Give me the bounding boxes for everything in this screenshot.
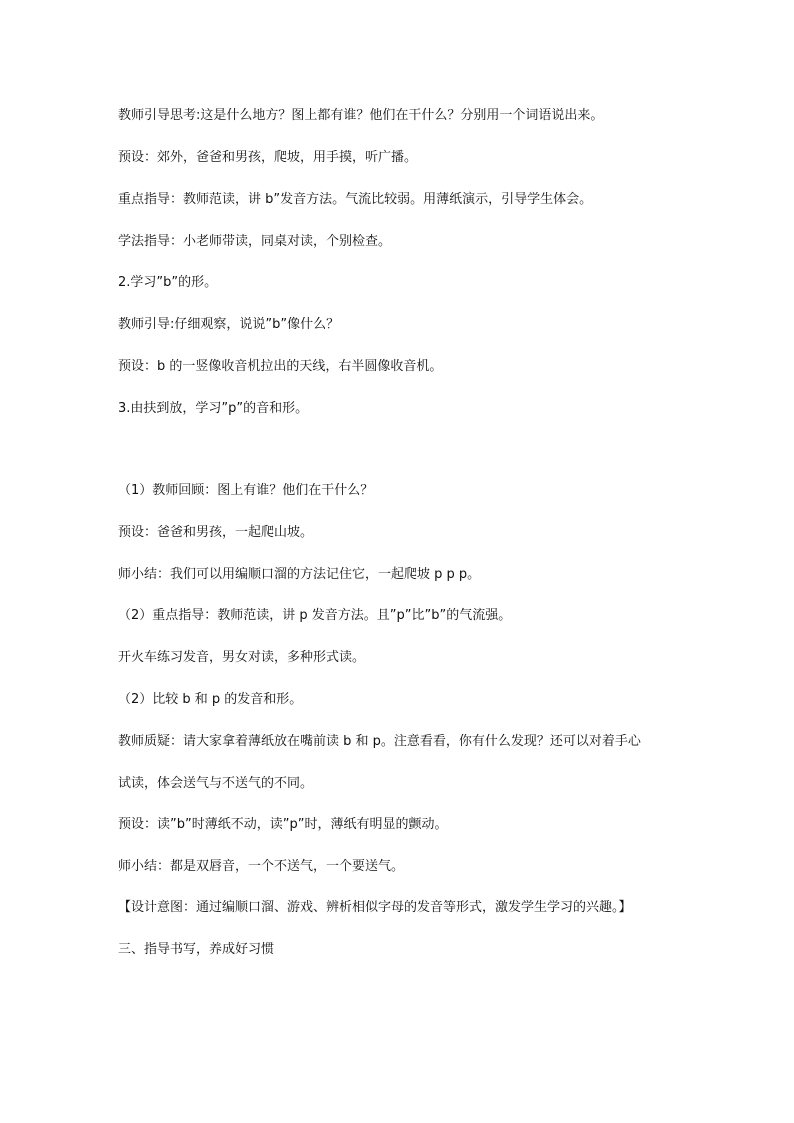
- paragraph-line: 预设：b 的一竖像收音机拉出的天线，右半圆像收音机。: [118, 359, 443, 374]
- paragraph-line: 教师引导思考:这是什么地方？图上都有谁？他们在干什么？分别用一个词语说出来。: [118, 108, 604, 123]
- paragraph-line: 3.由扶到放，学习”p”的音和形。: [118, 401, 309, 416]
- paragraph-line: 开火车练习发音，男女对读，多种形式读。: [118, 650, 366, 665]
- paragraph-line: 预设：郊外，爸爸和男孩，爬坡，用手摸，听广播。: [118, 150, 418, 165]
- paragraph-line: （2）重点指导：教师范读，讲 p 发音方法。且”p”比”b”的气流强。: [118, 608, 512, 623]
- paragraph-line: 2.学习”b”的形。: [118, 275, 218, 290]
- paragraph-line: 师小结：都是双唇音，一个不送气，一个要送气。: [118, 859, 405, 874]
- paragraph-line: 预设：读”b”时薄纸不动，读”p”时，薄纸有明显的颤动。: [118, 817, 448, 832]
- paragraph-line: 学法指导：小老师带读，同桌对读，个别检查。: [118, 234, 392, 249]
- paragraph-line: （1）教师回顾：图上有谁？他们在干什么？: [118, 483, 374, 498]
- paragraph-line: 教师质疑：请大家拿着薄纸放在嘴前读 b 和 p。注意看看，你有什么发现？还可以对着手心: [118, 734, 641, 749]
- paragraph-line: 预设：爸爸和男孩，一起爬山坡。: [118, 525, 314, 540]
- paragraph-line: 重点指导：教师范读，讲 b”发音方法。气流比较弱。用薄纸演示，引导学生体会。: [118, 192, 593, 207]
- paragraph-line: 师小结：我们可以用编顺口溜的方法记住它，一起爬坡 p p p。: [118, 567, 481, 582]
- paragraph-line: （2）比较 b 和 p 的发音和形。: [118, 692, 303, 707]
- paragraph-line: 试读，体会送气与不送气的不同。: [118, 776, 314, 791]
- section-heading: 三、指导书写，养成好习惯: [118, 942, 275, 957]
- paragraph-line: 教师引导:仔细观察，说说”b”像什么？: [118, 317, 340, 332]
- design-intent-note: 【设计意图：通过编顺口溜、游戏、辨析相似字母的发音等形式，激发学生学习的兴趣。】: [118, 900, 632, 915]
